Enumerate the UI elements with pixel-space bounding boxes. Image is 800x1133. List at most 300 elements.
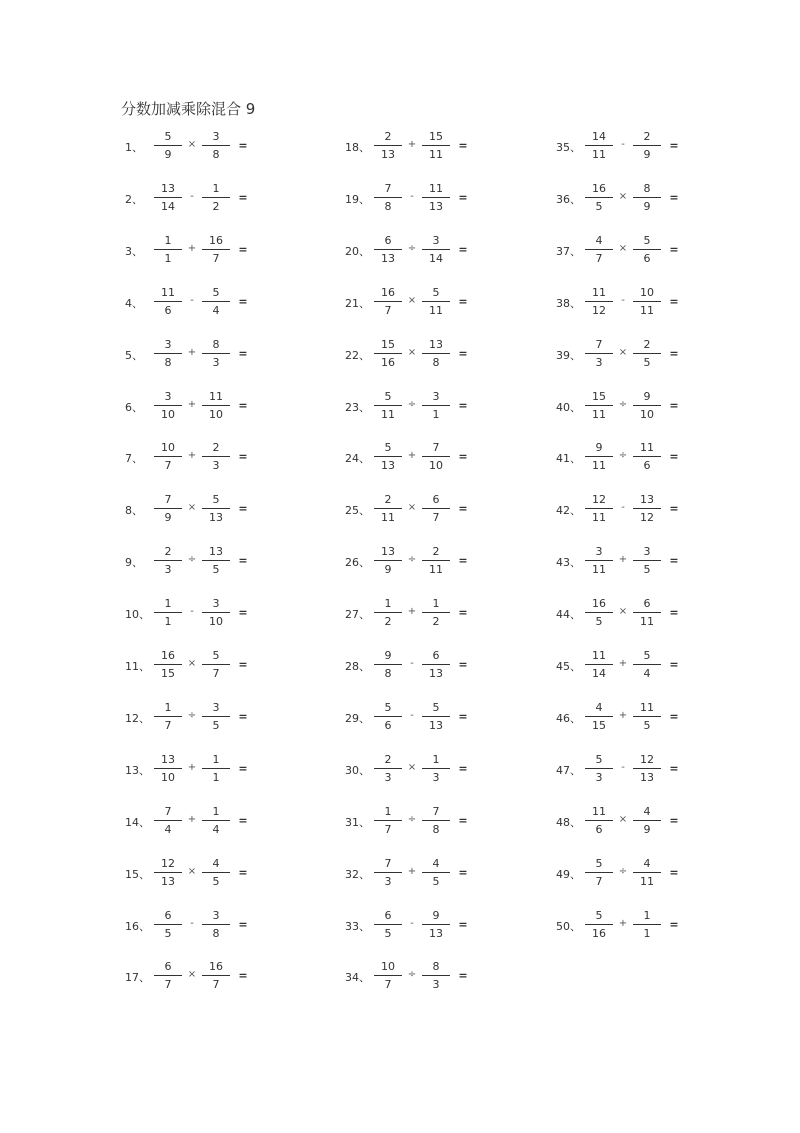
denominator: 1 [643, 927, 651, 940]
problem-item [556, 541, 756, 581]
problem-item [556, 334, 756, 374]
fraction-bar [154, 872, 182, 873]
numerator: 11 [161, 286, 175, 299]
first-fraction [154, 493, 182, 525]
fraction-bar [585, 249, 613, 250]
problem-item [345, 905, 545, 945]
numerator: 11 [429, 182, 443, 195]
first-fraction [374, 545, 402, 577]
fraction-bar [154, 405, 182, 406]
equals-sign: = [238, 450, 248, 463]
denominator: 8 [164, 356, 172, 369]
problem-item [125, 956, 325, 996]
first-fraction [154, 909, 182, 941]
fraction-bar [202, 145, 230, 146]
operator-sign: - [190, 191, 194, 202]
numerator: 9 [384, 649, 392, 662]
equals-sign: = [238, 139, 248, 152]
denominator: 11 [381, 408, 395, 421]
problem-item [345, 489, 545, 529]
numerator: 10 [640, 286, 654, 299]
denominator: 10 [209, 615, 223, 628]
numerator: 7 [164, 805, 172, 818]
second-fraction [422, 390, 450, 422]
second-fraction [202, 545, 230, 577]
numerator: 4 [432, 857, 440, 870]
operator-sign: × [187, 502, 197, 513]
problem-item [125, 593, 325, 633]
problem-number: 3、 [125, 245, 143, 258]
operator-sign: ÷ [407, 243, 417, 254]
fraction-bar [374, 924, 402, 925]
fraction-bar [154, 768, 182, 769]
first-fraction [374, 597, 402, 629]
equals-sign: = [458, 139, 468, 152]
first-fraction [585, 234, 613, 266]
numerator: 2 [384, 130, 392, 143]
fraction-bar [633, 249, 661, 250]
second-fraction [202, 649, 230, 681]
first-fraction [154, 545, 182, 577]
first-fraction [374, 441, 402, 473]
operator-sign: × [187, 866, 197, 877]
equals-sign: = [669, 918, 679, 931]
equals-sign: = [458, 554, 468, 567]
problem-number: 42、 [556, 504, 581, 517]
fraction-bar [422, 975, 450, 976]
problem-number: 27、 [345, 608, 370, 621]
numerator: 1 [212, 182, 220, 195]
first-fraction [154, 805, 182, 837]
fraction-bar [585, 924, 613, 925]
fraction-bar [585, 353, 613, 354]
operator-sign: × [618, 814, 628, 825]
numerator: 16 [209, 960, 223, 973]
problem-number: 32、 [345, 868, 370, 881]
equals-sign: = [238, 191, 248, 204]
fraction-bar [585, 145, 613, 146]
fraction-bar [633, 820, 661, 821]
denominator: 15 [161, 667, 175, 680]
numerator: 1 [164, 597, 172, 610]
problem-number: 11、 [125, 660, 150, 673]
operator-sign: ÷ [618, 450, 628, 461]
denominator: 9 [643, 200, 651, 213]
denominator: 13 [429, 719, 443, 732]
numerator: 5 [595, 909, 603, 922]
denominator: 5 [212, 719, 220, 732]
equals-sign: = [669, 606, 679, 619]
numerator: 2 [643, 130, 651, 143]
numerator: 6 [164, 960, 172, 973]
equals-sign: = [458, 969, 468, 982]
operator-sign: - [621, 502, 625, 513]
denominator: 7 [384, 304, 392, 317]
second-fraction [422, 234, 450, 266]
denominator: 3 [432, 771, 440, 784]
operator-sign: × [407, 502, 417, 513]
first-fraction [585, 649, 613, 681]
fraction-bar [585, 768, 613, 769]
denominator: 11 [592, 148, 606, 161]
first-fraction [374, 909, 402, 941]
first-fraction [154, 701, 182, 733]
numerator: 1 [384, 805, 392, 818]
denominator: 10 [161, 771, 175, 784]
numerator: 11 [592, 805, 606, 818]
problem-number: 45、 [556, 660, 581, 673]
problem-item [125, 334, 325, 374]
denominator: 7 [384, 978, 392, 991]
fraction-bar [585, 456, 613, 457]
numerator: 3 [164, 390, 172, 403]
fraction-bar [154, 456, 182, 457]
fraction-bar [202, 560, 230, 561]
numerator: 3 [432, 390, 440, 403]
fraction-bar [422, 924, 450, 925]
fraction-bar [633, 872, 661, 873]
second-fraction [202, 286, 230, 318]
second-fraction [633, 441, 661, 473]
problem-number: 41、 [556, 452, 581, 465]
numerator: 1 [643, 909, 651, 922]
denominator: 13 [161, 875, 175, 888]
equals-sign: = [238, 502, 248, 515]
first-fraction [585, 805, 613, 837]
numerator: 9 [595, 441, 603, 454]
fraction-bar [154, 249, 182, 250]
denominator: 11 [429, 148, 443, 161]
denominator: 6 [643, 252, 651, 265]
denominator: 7 [212, 667, 220, 680]
problem-number: 10、 [125, 608, 150, 621]
operator-sign: ÷ [187, 710, 197, 721]
numerator: 5 [643, 234, 651, 247]
fraction-bar [633, 924, 661, 925]
fraction-bar [154, 508, 182, 509]
operator-sign: × [407, 295, 417, 306]
first-fraction [374, 805, 402, 837]
denominator: 9 [384, 563, 392, 576]
operator-sign: + [187, 243, 197, 254]
equals-sign: = [458, 814, 468, 827]
numerator: 7 [384, 857, 392, 870]
problem-item [125, 749, 325, 789]
fraction-bar [202, 924, 230, 925]
fraction-bar [374, 664, 402, 665]
second-fraction [202, 857, 230, 889]
numerator: 5 [384, 701, 392, 714]
fraction-bar [374, 405, 402, 406]
second-fraction [633, 909, 661, 941]
problem-number: 7、 [125, 452, 143, 465]
denominator: 10 [209, 408, 223, 421]
problem-number: 37、 [556, 245, 581, 258]
fraction-bar [154, 924, 182, 925]
second-fraction [422, 441, 450, 473]
fraction-bar [202, 612, 230, 613]
denominator: 11 [640, 304, 654, 317]
denominator: 13 [381, 252, 395, 265]
first-fraction [585, 493, 613, 525]
numerator: 8 [643, 182, 651, 195]
problem-item [556, 697, 756, 737]
numerator: 5 [384, 390, 392, 403]
problem-number: 5、 [125, 349, 143, 362]
problem-item [556, 593, 756, 633]
problem-item [345, 645, 545, 685]
operator-sign: - [410, 658, 414, 669]
numerator: 7 [164, 493, 172, 506]
problem-item [125, 541, 325, 581]
fraction-bar [633, 197, 661, 198]
numerator: 6 [164, 909, 172, 922]
denominator: 3 [384, 875, 392, 888]
equals-sign: = [238, 243, 248, 256]
denominator: 6 [164, 304, 172, 317]
problem-item [345, 697, 545, 737]
second-fraction [202, 441, 230, 473]
denominator: 1 [164, 252, 172, 265]
first-fraction [154, 130, 182, 162]
problem-number: 4、 [125, 297, 143, 310]
second-fraction [202, 234, 230, 266]
second-fraction [202, 130, 230, 162]
equals-sign: = [238, 347, 248, 360]
numerator: 3 [212, 130, 220, 143]
worksheet-title: 分数加减乘除混合 9 [121, 100, 256, 118]
denominator: 8 [432, 823, 440, 836]
problem-item [345, 956, 545, 996]
operator-sign: + [618, 710, 628, 721]
second-fraction [202, 390, 230, 422]
denominator: 11 [592, 563, 606, 576]
problem-number: 23、 [345, 401, 370, 414]
numerator: 9 [432, 909, 440, 922]
equals-sign: = [669, 814, 679, 827]
fraction-bar [202, 872, 230, 873]
fraction-bar [422, 716, 450, 717]
fraction-bar [585, 612, 613, 613]
denominator: 11 [640, 875, 654, 888]
first-fraction [154, 857, 182, 889]
operator-sign: × [187, 139, 197, 150]
fraction-bar [202, 353, 230, 354]
operator-sign: × [407, 347, 417, 358]
problem-number: 33、 [345, 920, 370, 933]
numerator: 13 [381, 545, 395, 558]
numerator: 13 [161, 182, 175, 195]
denominator: 11 [592, 408, 606, 421]
equals-sign: = [669, 450, 679, 463]
first-fraction [374, 857, 402, 889]
fraction-bar [585, 716, 613, 717]
fraction-bar [422, 456, 450, 457]
equals-sign: = [238, 918, 248, 931]
fraction-bar [585, 820, 613, 821]
first-fraction [154, 234, 182, 266]
numerator: 5 [595, 753, 603, 766]
second-fraction [633, 649, 661, 681]
equals-sign: = [669, 399, 679, 412]
fraction-bar [202, 975, 230, 976]
second-fraction [422, 909, 450, 941]
problem-item [125, 126, 325, 166]
fraction-bar [585, 664, 613, 665]
denominator: 8 [432, 356, 440, 369]
problem-item [345, 749, 545, 789]
fraction-bar [374, 560, 402, 561]
problem-number: 38、 [556, 297, 581, 310]
denominator: 8 [384, 200, 392, 213]
numerator: 1 [432, 753, 440, 766]
first-fraction [374, 338, 402, 370]
numerator: 2 [212, 441, 220, 454]
problem-number: 26、 [345, 556, 370, 569]
denominator: 14 [161, 200, 175, 213]
numerator: 5 [643, 649, 651, 662]
fraction-bar [374, 612, 402, 613]
operator-sign: - [621, 139, 625, 150]
problem-item [345, 541, 545, 581]
denominator: 1 [432, 408, 440, 421]
operator-sign: - [621, 762, 625, 773]
problem-item [345, 801, 545, 841]
problem-number: 6、 [125, 401, 143, 414]
fraction-bar [633, 560, 661, 561]
problem-item [125, 282, 325, 322]
numerator: 16 [381, 286, 395, 299]
denominator: 13 [381, 459, 395, 472]
operator-sign: - [410, 191, 414, 202]
problem-number: 36、 [556, 193, 581, 206]
denominator: 7 [164, 459, 172, 472]
fraction-bar [374, 197, 402, 198]
problem-number: 13、 [125, 764, 150, 777]
numerator: 12 [161, 857, 175, 870]
first-fraction [585, 545, 613, 577]
equals-sign: = [238, 762, 248, 775]
second-fraction [633, 493, 661, 525]
second-fraction [422, 545, 450, 577]
second-fraction [422, 649, 450, 681]
fraction-bar [633, 508, 661, 509]
problem-number: 12、 [125, 712, 150, 725]
first-fraction [585, 857, 613, 889]
first-fraction [585, 597, 613, 629]
equals-sign: = [669, 762, 679, 775]
numerator: 4 [212, 857, 220, 870]
denominator: 4 [164, 823, 172, 836]
numerator: 6 [643, 597, 651, 610]
operator-sign: × [618, 243, 628, 254]
operator-sign: - [190, 295, 194, 306]
problem-number: 8、 [125, 504, 143, 517]
first-fraction [154, 338, 182, 370]
operator-sign: + [618, 658, 628, 669]
operator-sign: × [618, 347, 628, 358]
numerator: 1 [384, 597, 392, 610]
fraction-bar [374, 456, 402, 457]
second-fraction [422, 597, 450, 629]
second-fraction [422, 286, 450, 318]
numerator: 5 [164, 130, 172, 143]
numerator: 1 [164, 234, 172, 247]
first-fraction [154, 753, 182, 785]
first-fraction [585, 286, 613, 318]
problem-item [345, 126, 545, 166]
numerator: 16 [161, 649, 175, 662]
first-fraction [374, 960, 402, 992]
fraction-bar [202, 456, 230, 457]
denominator: 9 [643, 823, 651, 836]
equals-sign: = [458, 399, 468, 412]
second-fraction [633, 753, 661, 785]
operator-sign: ÷ [407, 554, 417, 565]
numerator: 3 [164, 338, 172, 351]
second-fraction [633, 130, 661, 162]
denominator: 11 [592, 511, 606, 524]
operator-sign: - [190, 606, 194, 617]
operator-sign: + [407, 139, 417, 150]
operator-sign: + [407, 450, 417, 461]
denominator: 10 [429, 459, 443, 472]
fraction-bar [202, 716, 230, 717]
second-fraction [422, 960, 450, 992]
operator-sign: + [187, 347, 197, 358]
problem-number: 28、 [345, 660, 370, 673]
first-fraction [374, 286, 402, 318]
first-fraction [154, 960, 182, 992]
second-fraction [633, 338, 661, 370]
equals-sign: = [238, 295, 248, 308]
numerator: 13 [640, 493, 654, 506]
problem-item [125, 489, 325, 529]
fraction-bar [154, 612, 182, 613]
fraction-bar [154, 560, 182, 561]
numerator: 1 [432, 597, 440, 610]
first-fraction [585, 701, 613, 733]
problem-item [556, 905, 756, 945]
numerator: 2 [384, 753, 392, 766]
denominator: 10 [640, 408, 654, 421]
numerator: 6 [432, 493, 440, 506]
second-fraction [422, 753, 450, 785]
denominator: 5 [212, 875, 220, 888]
denominator: 7 [595, 875, 603, 888]
denominator: 7 [164, 978, 172, 991]
denominator: 5 [212, 563, 220, 576]
fraction-bar [633, 301, 661, 302]
problem-item [556, 489, 756, 529]
fraction-bar [154, 820, 182, 821]
second-fraction [422, 182, 450, 214]
denominator: 7 [164, 719, 172, 732]
equals-sign: = [458, 866, 468, 879]
fraction-bar [154, 145, 182, 146]
equals-sign: = [458, 762, 468, 775]
problem-number: 18、 [345, 141, 370, 154]
numerator: 6 [432, 649, 440, 662]
fraction-bar [202, 820, 230, 821]
equals-sign: = [458, 243, 468, 256]
first-fraction [585, 441, 613, 473]
first-fraction [374, 234, 402, 266]
numerator: 11 [640, 441, 654, 454]
fraction-bar [585, 405, 613, 406]
denominator: 7 [432, 511, 440, 524]
first-fraction [154, 441, 182, 473]
